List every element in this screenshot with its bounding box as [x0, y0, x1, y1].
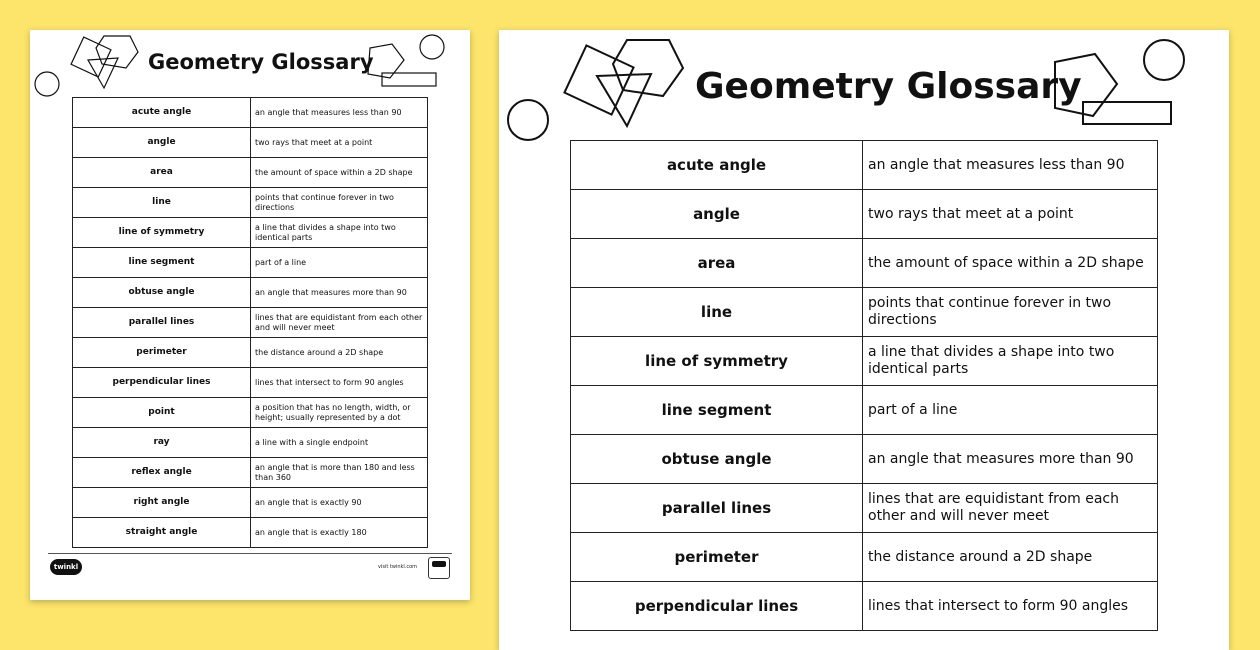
glossary-definition: the amount of space within a 2D shape [863, 239, 1158, 288]
table-row [571, 435, 1158, 484]
glossary-definition: lines that intersect to form 90 angles [251, 368, 428, 398]
glossary-definition: lines that are equidistant from each other and will never meet [863, 484, 1158, 533]
glossary-definition: points that continue forever in two directions [251, 188, 428, 218]
triangle-icon [88, 58, 118, 88]
glossary-term: perpendicular lines [571, 582, 863, 631]
glossary-term: perpendicular lines [73, 368, 251, 398]
glossary-term: reflex angle [73, 458, 251, 488]
hexagon-icon [96, 36, 138, 68]
glossary-definition: an angle that is exactly 180 [251, 518, 428, 548]
glossary-term: line segment [73, 248, 251, 278]
quality-badge-icon [428, 557, 450, 579]
glossary-definition: part of a line [251, 248, 428, 278]
glossary-definition: lines that intersect to form 90 angles [863, 582, 1158, 631]
rectangle-icon [382, 73, 436, 86]
glossary-definition: an angle that measures less than 90 [863, 141, 1158, 190]
table-row [73, 398, 428, 428]
visit-link[interactable]: visit twinkl.com [378, 564, 418, 570]
glossary-definition: a line with a single endpoint [251, 428, 428, 458]
table-row [73, 518, 428, 548]
glossary-definition: the distance around a 2D shape [863, 533, 1158, 582]
glossary-definition: two rays that meet at a point [251, 128, 428, 158]
glossary-table [570, 140, 1158, 631]
glossary-term: perimeter [571, 533, 863, 582]
table-row [73, 428, 428, 458]
glossary-term: line [571, 288, 863, 337]
glossary-definition: a position that has no length, width, or height; usually represented by a dot [251, 398, 428, 428]
table-row [571, 239, 1158, 288]
glossary-term: area [73, 158, 251, 188]
table-row [571, 533, 1158, 582]
twinkl-logo[interactable]: twinkl [50, 559, 82, 575]
circle-icon [1144, 40, 1184, 80]
triangle-icon [597, 74, 651, 126]
glossary-definition: points that continue forever in two directions [863, 288, 1158, 337]
table-row [73, 98, 428, 128]
glossary-definition: two rays that meet at a point [863, 190, 1158, 239]
glossary-definition: a line that divides a shape into two identical parts [863, 337, 1158, 386]
table-row [73, 458, 428, 488]
glossary-term: line [73, 188, 251, 218]
glossary-definition: the distance around a 2D shape [251, 338, 428, 368]
table-row [571, 386, 1158, 435]
glossary-definition: part of a line [863, 386, 1158, 435]
glossary-definition: an angle that measures more than 90 [863, 435, 1158, 484]
table-row [73, 488, 428, 518]
glossary-definition: lines that are equidistant from each other and will never meet [251, 308, 428, 338]
worksheet-zoomed[interactable] [499, 30, 1229, 650]
glossary-term: area [571, 239, 863, 288]
glossary-term: perimeter [73, 338, 251, 368]
page-title: Geometry Glossary [695, 66, 1082, 107]
glossary-term: ray [73, 428, 251, 458]
glossary-term: obtuse angle [73, 278, 251, 308]
table-row [73, 308, 428, 338]
glossary-definition: an angle that is exactly 90 [251, 488, 428, 518]
glossary-term: right angle [73, 488, 251, 518]
table-row [73, 188, 428, 218]
glossary-term: line of symmetry [73, 218, 251, 248]
square-icon [71, 37, 111, 77]
glossary-term: parallel lines [73, 308, 251, 338]
table-row [73, 248, 428, 278]
table-row [73, 158, 428, 188]
worksheet-thumbnail[interactable] [30, 30, 470, 600]
glossary-definition: an angle that is more than 180 and less than 360 [251, 458, 428, 488]
table-row [571, 141, 1158, 190]
glossary-definition: the amount of space within a 2D shape [251, 158, 428, 188]
table-row [571, 190, 1158, 239]
table-row [73, 128, 428, 158]
table-row [73, 338, 428, 368]
glossary-term: obtuse angle [571, 435, 863, 484]
glossary-definition: a line that divides a shape into two identical parts [251, 218, 428, 248]
circle-icon [35, 72, 59, 96]
glossary-term: angle [73, 128, 251, 158]
table-row [571, 582, 1158, 631]
circle-icon [508, 100, 548, 140]
glossary-definition: an angle that measures less than 90 [251, 98, 428, 128]
glossary-table [72, 97, 428, 548]
glossary-definition: an angle that measures more than 90 [251, 278, 428, 308]
glossary-term: acute angle [73, 98, 251, 128]
glossary-term: angle [571, 190, 863, 239]
circle-icon [420, 35, 444, 59]
table-row [571, 484, 1158, 533]
glossary-term: straight angle [73, 518, 251, 548]
table-row [73, 368, 428, 398]
page-title: Geometry Glossary [148, 50, 374, 74]
table-row [73, 218, 428, 248]
glossary-term: parallel lines [571, 484, 863, 533]
glossary-term: line segment [571, 386, 863, 435]
glossary-term: line of symmetry [571, 337, 863, 386]
table-row [571, 288, 1158, 337]
table-row [571, 337, 1158, 386]
table-row [73, 278, 428, 308]
glossary-term: acute angle [571, 141, 863, 190]
glossary-term: point [73, 398, 251, 428]
